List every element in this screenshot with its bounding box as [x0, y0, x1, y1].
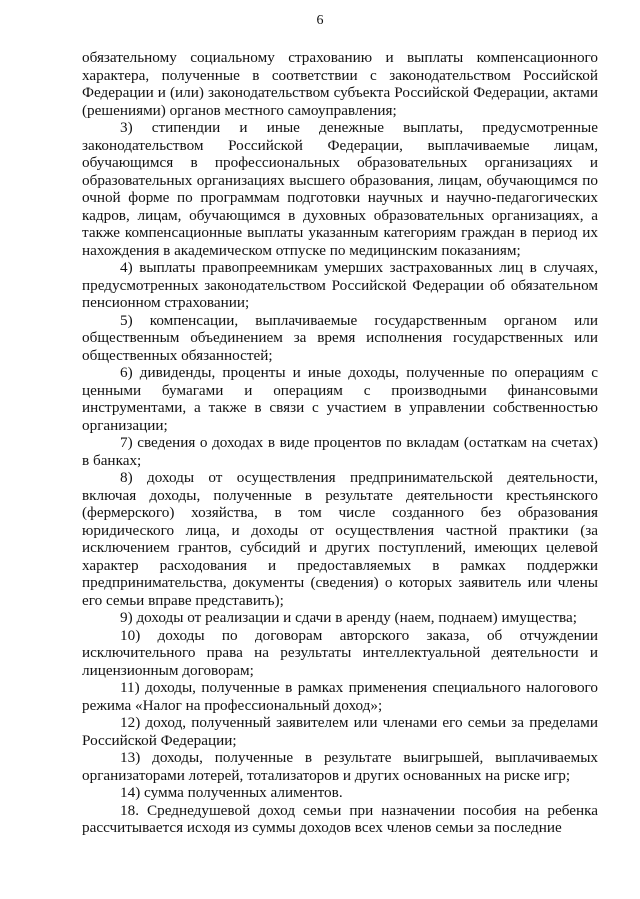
paragraph-continuation: обязательному социальному страхованию и выплаты компенсационного характера, полученные в соответствии с законодательством Российской Федерации и (или) законодательством субъекта Российской Федерации, актами (решениями) органов местного самоуправления;: [82, 49, 598, 119]
list-item-4: 4) выплаты правопреемникам умерших застрахованных лиц в случаях, предусмотренных законодательством Российской Федерации об обязательном пенсионном страховании;: [82, 259, 598, 311]
list-item-9: 9) доходы от реализации и сдачи в аренду (наем, поднаем) имущества;: [120, 609, 577, 626]
list-item-7: 7) сведения о доходах в виде процентов по вкладам (остаткам на счетах) в банках;: [82, 434, 598, 469]
list-item-3: 3) стипендии и иные денежные выплаты, предусмотренные законодательством Российской Федерации, выплачиваемые лицам, обучающимся в профессиональных образовательных организациях и образовательных организациях высшего образования, лицам, обучающимся по очной форме по программам подготовки научных и научно-педагогических кадров, лицам, обучающимся в духовных образовательных организациях, а также компенсационные выплаты указанным категориям граждан в период их нахождения в академическом отпуске по медицинским показаниям;: [82, 119, 598, 259]
list-item-14: 14) сумма полученных алиментов.: [120, 784, 343, 801]
list-item-10: 10) доходы по договорам авторского заказа, об отчуждении исключительного права на результаты интеллектуальной деятельности и лицензионным договорам;: [82, 626, 598, 679]
list-item-12: 12) доход, полученный заявителем или членами его семьи за пределами Российской Федерации;: [82, 714, 598, 749]
section-18-paragraph: 18. Среднедушевой доход семьи при назначении пособия на ребенка рассчитывается исходя из суммы доходов всех членов семьи за последние: [82, 801, 598, 836]
list-item-8: 8) доходы от осуществления предпринимательской деятельности, включая доходы, полученные в результате деятельности крестьянского (фермерского) хозяйства, в том числе созданного без образования юридического лица, и доходы от осуществления частной практики (за исключением грантов, субсидий и других поступлений, имеющих целевой характер расходования и предоставляемых в рамках поддержки предпринимательства, документы (сведения) о которых заявитель или члены его семьи вправе представить);: [82, 469, 598, 609]
list-item-6: 6) дивиденды, проценты и иные доходы, полученные по операциям с ценными бумагами и операциям с производными финансовыми инструментами, а также в связи с участием в управлении собственностью организации;: [82, 364, 598, 434]
list-item-5: 5) компенсации, выплачиваемые государственным органом или общественным объединением за время исполнения государственных или общественных обязанностей;: [82, 311, 598, 364]
list-item-13: 13) доходы, полученные в результате выигрышей, выплачиваемых организаторами лотерей, тотализаторов и других основанных на риске игр;: [82, 749, 598, 784]
page-number: 6: [316, 13, 324, 28]
document-body: [82, 49, 598, 837]
list-item-11: 11) доходы, полученные в рамках применения специального налогового режима «Налог на профессиональный доход»;: [82, 679, 598, 714]
